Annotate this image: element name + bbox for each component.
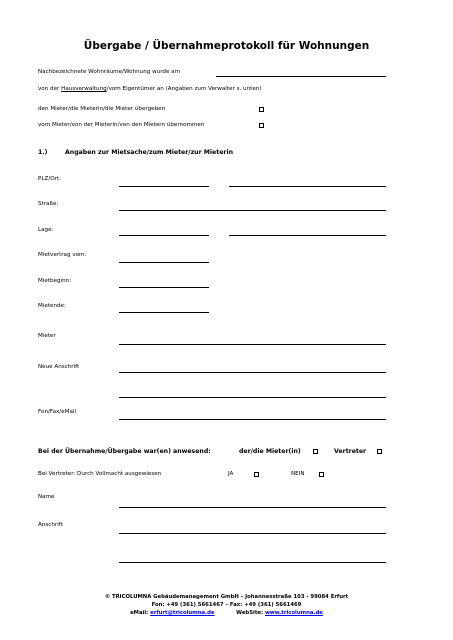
rep-anschrift-field-2[interactable]	[119, 562, 386, 563]
neue-anschrift-label: Neue Anschrift	[38, 364, 80, 370]
mietende-label: Mietende:	[38, 303, 66, 309]
option-handed-over-checkbox[interactable]	[259, 107, 264, 112]
section1-number: 1.)	[38, 149, 48, 156]
page-title: Übergabe / Übernahmeprotokoll für Wohnungen	[83, 40, 370, 52]
email-link[interactable]: erfurt@tricolumna.de	[150, 610, 215, 616]
option-taken-over-checkbox[interactable]	[259, 123, 264, 128]
mietvertrag-field[interactable]	[119, 262, 209, 263]
plz-field[interactable]	[119, 186, 209, 187]
neue-anschrift-field-1[interactable]	[119, 372, 386, 373]
attendance-mieter-checkbox[interactable]	[313, 449, 318, 454]
option-handed-over-label: den Mieter/die Mieterin/die Mieter übergeben	[38, 106, 166, 112]
vollmacht-nein-checkbox[interactable]	[319, 472, 324, 477]
intro-line2: von der Hausverwaltung/vom Eigentümer an (Angaben zum Verwalter s. unten)	[38, 86, 262, 92]
lage-field-2[interactable]	[229, 235, 386, 236]
lage-label: Lage:	[38, 227, 54, 233]
strasse-label: Straße:	[38, 201, 59, 207]
handover-date-field[interactable]	[216, 76, 386, 77]
mietbeginn-label: Mietbeginn:	[38, 278, 72, 284]
strasse-field[interactable]	[119, 210, 386, 211]
section1-heading: Angaben zur Mietsache/zum Mieter/zur Mieterin	[65, 149, 233, 156]
footer-contact: eMail: erfurt@tricolumna.de WebSite: www.tricolumna.de	[130, 610, 323, 616]
vollmacht-nein-label: NEIN	[291, 471, 305, 477]
rep-anschrift-field-1[interactable]	[119, 533, 386, 534]
attendance-mieter-label: der/die Mieter(in)	[239, 448, 301, 455]
rep-name-label: Name	[38, 494, 55, 500]
rep-name-field[interactable]	[119, 507, 386, 508]
intro-date-label: Nachbezeichnete Wohnräume/Wohnung wurde am	[38, 69, 181, 75]
attendance-vertreter-checkbox[interactable]	[377, 449, 382, 454]
fon-field[interactable]	[119, 419, 386, 420]
ort-field[interactable]	[229, 186, 386, 187]
attendance-label: Bei der Übernahme/Übergabe war(en) anwesend:	[38, 448, 211, 455]
mietbeginn-field[interactable]	[119, 287, 209, 288]
mieter-label: Mieter	[38, 333, 56, 339]
plz-label: PLZ/Ort:	[38, 176, 61, 182]
footer-phone: Fon: +49 (361) 5661467 – Fax: +49 (361) 5661469	[151, 602, 302, 608]
website-link[interactable]: www.tricolumna.de	[264, 610, 323, 616]
mietvertrag-label: Mietvertrag vom:	[38, 252, 87, 258]
vollmacht-label: Bei Vertreter: Durch Vollmacht ausgewiesen	[38, 471, 162, 477]
fon-label: Fon/Fax/eMail	[38, 409, 77, 415]
option-taken-over-label: vom Mieter/von der Mieterin/von den Mietern übernommen	[38, 122, 205, 128]
footer-company: © TRICOLUMNA Gebäudemanagement GmbH – Johannesstraße 103 - 99084 Erfurt	[104, 594, 349, 600]
vollmacht-ja-checkbox[interactable]	[254, 472, 259, 477]
neue-anschrift-field-2[interactable]	[119, 397, 386, 398]
lage-field-1[interactable]	[119, 235, 209, 236]
mietende-field[interactable]	[119, 312, 209, 313]
rep-anschrift-label: Anschrift	[38, 522, 63, 528]
attendance-vertreter-label: Vertreter	[334, 448, 367, 455]
vollmacht-ja-label: JA	[228, 471, 234, 477]
mieter-field[interactable]	[119, 344, 386, 345]
